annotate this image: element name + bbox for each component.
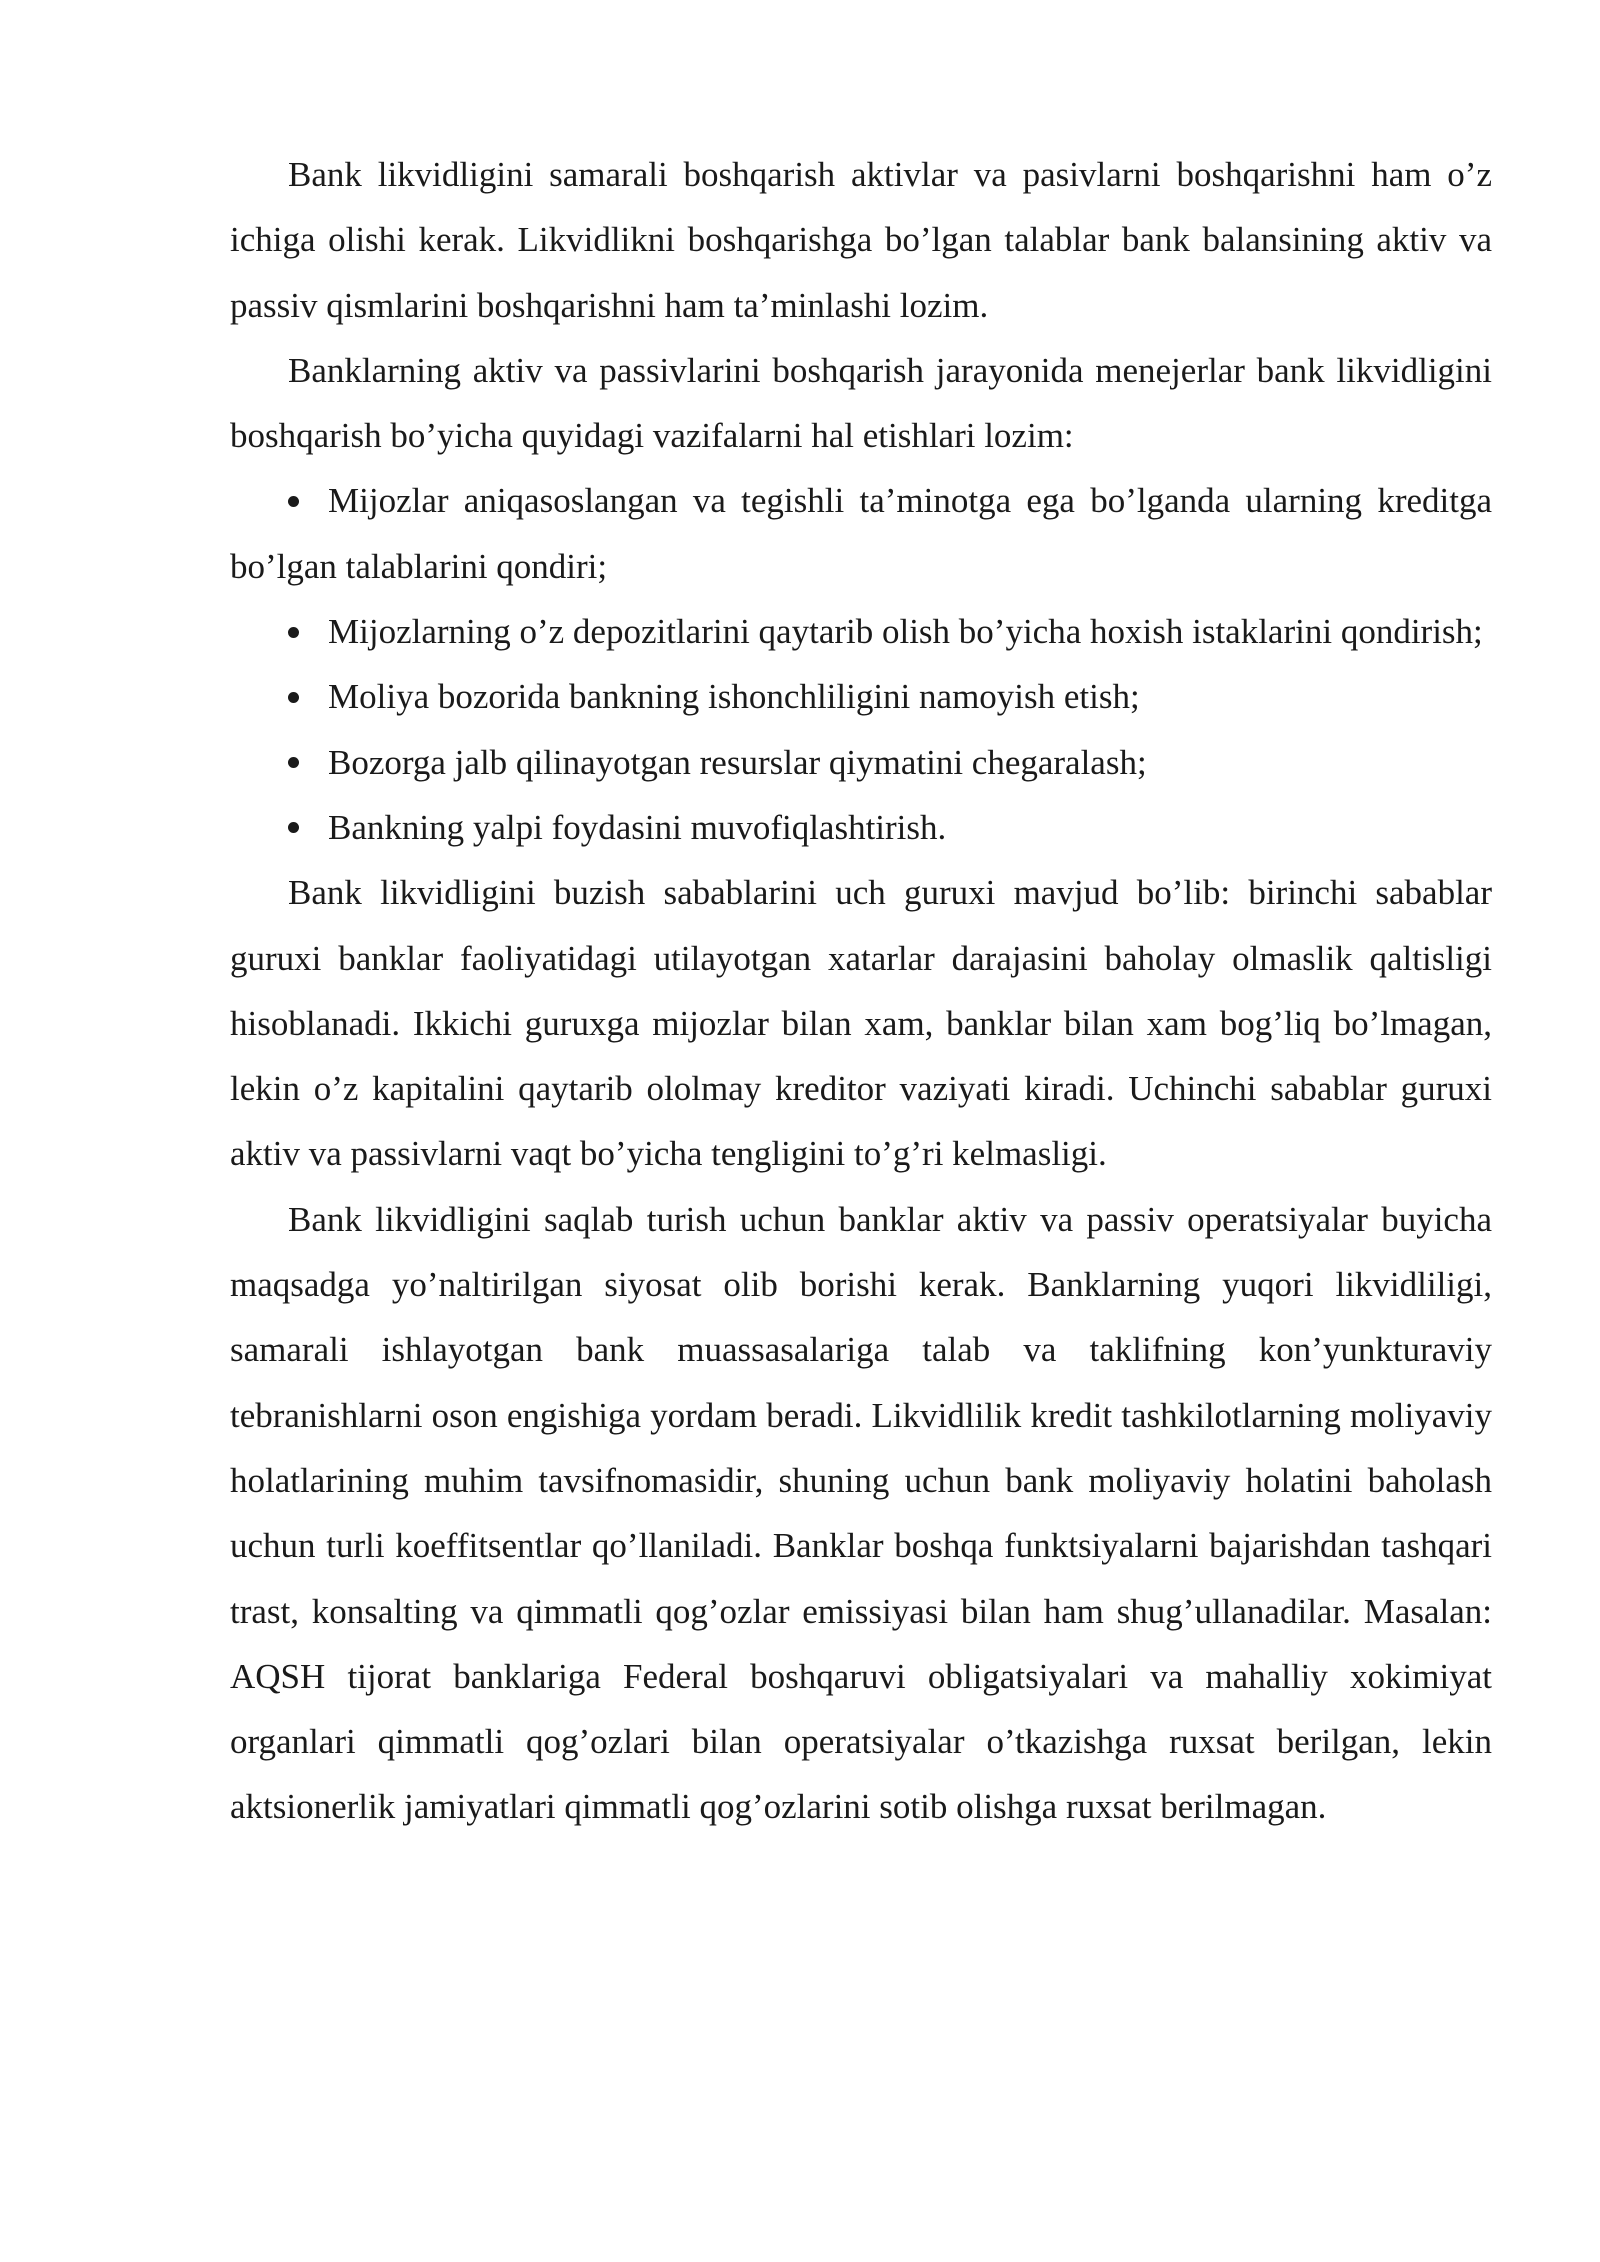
bullet-item xyxy=(230,664,1492,729)
bullet-item xyxy=(230,468,1492,599)
document-page xyxy=(230,142,1492,1840)
paragraph-liquidity-causes: Bank likvidligini buzish sabablarini uch guruxi mavjud bo’lib: birinchi sabablar guruxi banklar faoliyatidagi utilayotgan xatarlar darajasini baholay olmaslik qaltisligi hisoblanadi. Ikkichi guruxga mijozlar bilan xam, banklar bilan xam bog’liq bo’lmagan, lekin o’z kapitalini qaytarib ololmay kreditor vaziyati kiradi. Uchinchi sabablar guruxi aktiv va passivlarni vaqt bo’yicha tengligini to’g’ri kelmasligi. xyxy=(230,873,1492,1174)
bullet-dot-icon xyxy=(288,599,328,664)
bullet-dot-icon xyxy=(288,468,328,533)
bullet-text: Bozorga jalb qilinayotgan resurslar qiymatini chegaralash; xyxy=(328,742,1147,782)
bullet-dot-icon xyxy=(288,664,328,729)
bullet-text: Mijozlar aniqasoslangan va tegishli ta’minotga ega bo’lganda ularning kreditga bo’lgan talablarini qondiri; xyxy=(230,481,1492,586)
paragraph-manager-tasks: Banklarning aktiv va passivlarini boshqarish jarayonida menejerlar bank likvidligini boshqarish bo’yicha quyidagi vazifalarni hal etishlari lozim: xyxy=(230,350,1492,456)
paragraph-liquidity-policy: Bank likvidligini saqlab turish uchun banklar aktiv va passiv operatsiyalar buyicha maqsadga yo’naltirilgan siyosat olib borishi kerak. Banklarning yuqori likvidliligi, samarali ishlayotgan bank muassasalariga talab va taklifning kon’yunkturaviy tebranishlarni oson engishiga yordam beradi. Likvidlilik kredit tashkilotlarning moliyaviy holatlarining muhim tavsifnomasidir, shuning uchun bank moliyaviy holatini baholash uchun turli koeffitsentlar qo’llaniladi. Banklar boshqa funktsiyalarni bajarishdan tashqari trast, konsalting va qimmatli qog’ozlar emissiyasi bilan ham shug’ullanadilar. Masalan: AQSH tijorat banklariga Federal boshqaruvi obligatsiyalari va mahalliy xokimiyat organlari qimmatli qog’ozlari bilan operatsiyalar o’tkazishga ruxsat berilgan, lekin aktsionerlik jamiyatlari qimmatli qog’ozlarini sotib olishga ruxsat berilmagan. xyxy=(230,1199,1492,1827)
bullet-dot-icon xyxy=(288,795,328,860)
bullet-text: Moliya bozorida bankning ishonchliligini namoyish etish; xyxy=(328,677,1140,717)
bullet-text: Bankning yalpi foydasini muvofiqlashtirish. xyxy=(328,807,947,847)
bullet-item xyxy=(230,795,1492,860)
paragraph-liquidity-management: Bank likvidligini samarali boshqarish aktivlar va pasivlarni boshqarishni ham o’z ichiga olishi kerak. Likvidlikni boshqarishga bo’lgan talablar bank balansining aktiv va passiv qismlarini boshqarishni ham ta’minlashi lozim. xyxy=(230,155,1492,325)
bullet-dot-icon xyxy=(288,730,328,795)
bullet-item xyxy=(230,730,1492,795)
bullet-text: Mijozlarning o’z depozitlarini qaytarib olish bo’yicha hoxish istaklarini qondirish; xyxy=(328,612,1483,652)
bullet-item xyxy=(230,599,1492,664)
task-bullet-list xyxy=(230,468,1492,860)
